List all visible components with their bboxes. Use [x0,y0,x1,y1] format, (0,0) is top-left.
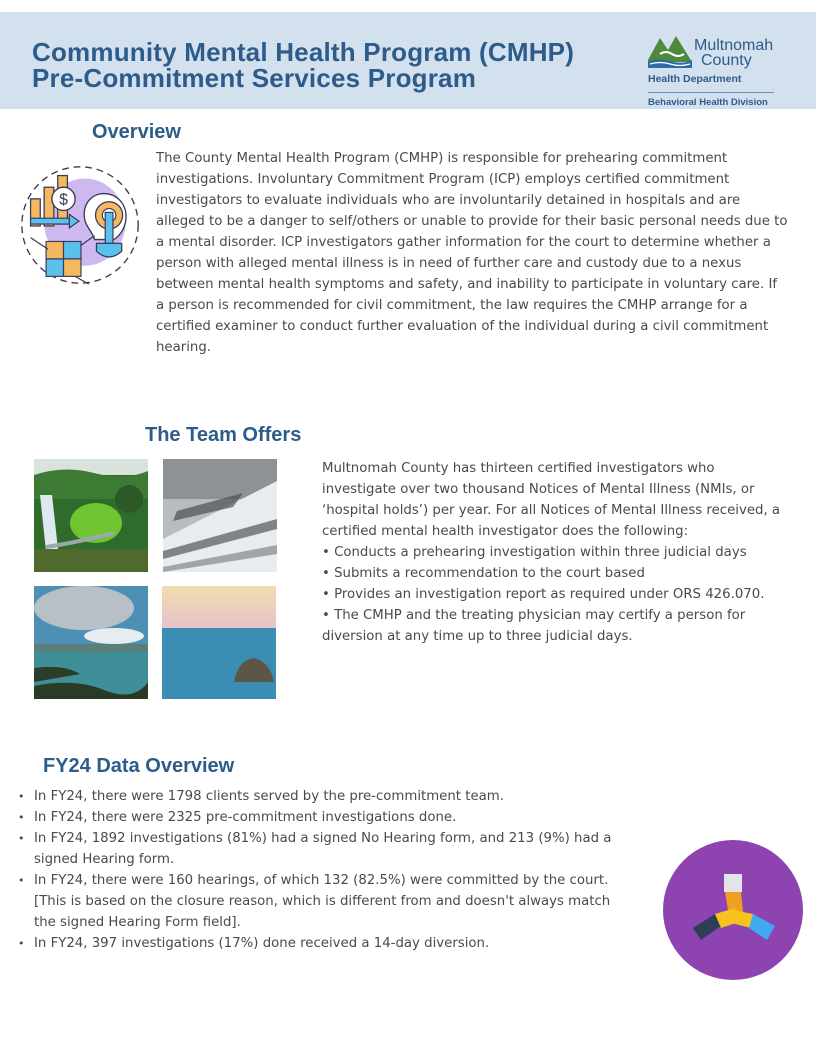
logo-divider [648,92,774,93]
team-text [322,458,792,647]
list-item: • In FY24, there were 2325 pre-commitment investigations done. [18,807,628,828]
svg-text:$: $ [59,191,68,209]
fy24-list [18,786,628,954]
title-line-1: Community Mental Health Program (CMHP) [32,37,575,67]
snowy-mountain-photo [163,459,277,572]
sea-rock-photo [162,586,276,699]
list-item: • In FY24, there were 1798 clients served by the pre-commitment team. [18,786,628,807]
waterfall-photo [34,459,148,572]
fy24-heading: FY24 Data Overview [43,755,235,777]
list-item: • In FY24, 1892 investigations (81%) had a signed No Hearing form, and 213 (9%) had a signed Hearing form. [18,828,628,870]
title-line-2: Pre-Commitment Services Program [32,63,477,93]
multnomah-county-logo [646,34,776,114]
page-title [32,39,574,91]
list-item: • In FY24, 397 investigations (17%) done received a 14-day diversion. [18,933,628,954]
bay-coastline-photo [34,586,148,699]
team-bullet: • Provides an investigation report as required under ORS 426.070. [322,587,765,602]
header-banner [0,12,816,109]
team-bullet: • Submits a recommendation to the court based [322,566,645,581]
logo-name-line-2: County [701,52,752,69]
overview-heading: Overview [92,121,181,143]
team-heading: The Team Offers [145,424,302,446]
overview-text [156,148,788,358]
logo-name-line-1: Multnomah [694,37,774,54]
team-bullet: • Conducts a prehearing investigation within three judicial days [322,545,747,560]
logo-division: Behavioral Health Division [648,97,768,108]
overview-paragraph: The County Mental Health Program (CMHP) is responsible for prehearing commitment investigations. Involuntary Commitment Program (ICP) employs certified commitment investigators to evaluate individuals who are involuntarily detained in hospitals and are alleged to be a danger to self/others or unable to provide for their basic personal needs due to a mental disorder. ICP investigators gather information for the court to determine whether a person with alleged mental illness is in need of further care and custody due to a nexus between mental health symptoms and safety, and inability to participate in voluntary care. If a person is recommended for civil commitment, the law requires the CMHP arrange for a certified examiner to conduct further evaluation of the individual during a civil commitment hearing. [156,151,788,355]
team-intro: Multnomah County has thirteen certified investigators who investigate over two thousand Notices of Mental Illness (NMIs, or ‘hospital holds’) per year. For all Notices of Mental Illness received, a certified mental health investigator does the following: [322,461,781,539]
list-item: • In FY24, there were 160 hearings, of which 132 (82.5%) were committed by the court. [This is based on the closure reason, which is different from and doesn't always match the signed Hearing Form field]. [18,870,628,933]
mountain-logo-icon [646,34,696,72]
teamwork-hands-icon [663,840,803,980]
finance-idea-puzzle-icon [17,162,143,288]
team-bullet: • The CMHP and the treating physician may certify a person for diversion at any time up to three judicial days. [322,608,746,644]
logo-department: Health Department [648,73,742,85]
